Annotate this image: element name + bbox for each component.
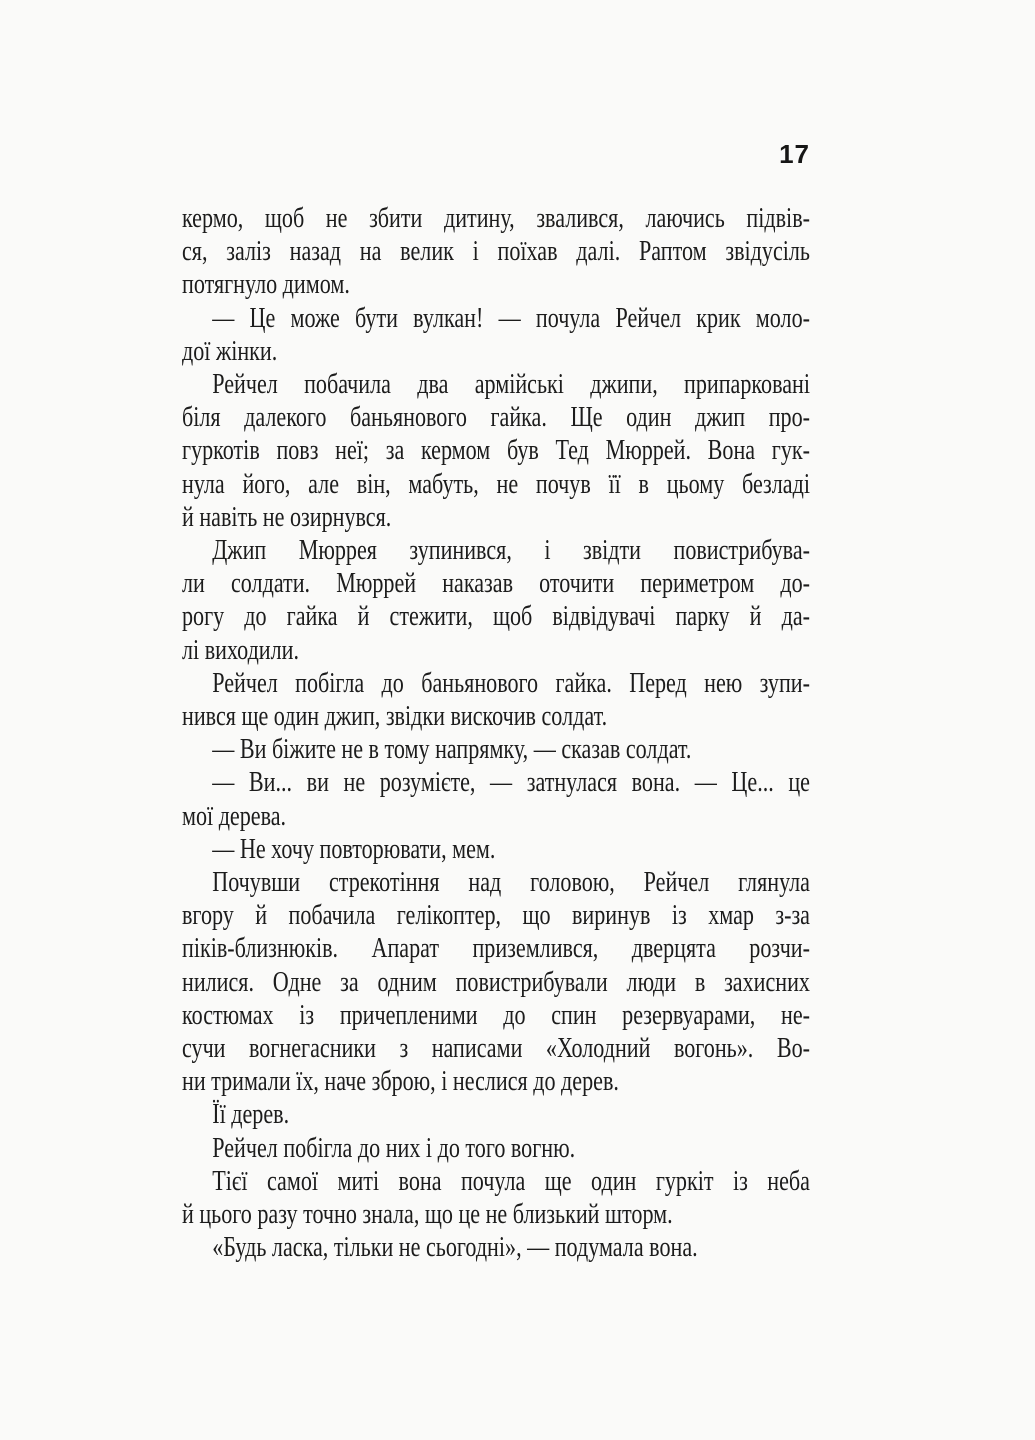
text-line: сучи вогнегасники з написами «Холодний вогонь». Во-	[182, 1033, 810, 1065]
text-line: Рейчел побігла до них і до того вогню.	[212, 1132, 576, 1164]
paragraph	[182, 1165, 810, 1231]
text-line: нула його, але він, мабуть, не почув її в цьому безладі	[182, 468, 810, 500]
text-line: костюмах із причепленими до спин резервуарами, не-	[182, 999, 810, 1031]
paragraph	[182, 667, 810, 733]
text-line: й цього разу точно знала, що це не близький шторм.	[182, 1199, 673, 1231]
page-number: 17	[779, 139, 810, 169]
text-line: ся, заліз назад на велик і поїхав далі. Раптом звідусіль	[182, 236, 810, 268]
paragraph	[182, 766, 810, 832]
text-line: нилися. Одне за одним повистрибували люди в захисних	[182, 966, 810, 998]
text-line: потягнуло димом.	[182, 269, 350, 301]
text-line: — Це може бути вулкан! — почула Рейчел крик моло-	[212, 302, 810, 334]
text-line: біля далекого баньянового гайка. Ще один джип про-	[182, 402, 810, 434]
text-line: Почувши стрекотіння над головою, Рейчел глянула	[212, 867, 810, 899]
text-line: Рейчел побігла до баньянового гайка. Перед нею зупи-	[212, 667, 810, 699]
text-line: Рейчел побачила два армійські джипи, припарковані	[212, 369, 810, 401]
paragraph	[182, 833, 810, 866]
paragraph	[182, 1132, 810, 1165]
paragraph	[182, 302, 810, 368]
paragraph	[182, 202, 810, 302]
paragraph	[182, 866, 810, 1098]
text-line: дої жінки.	[182, 335, 278, 367]
paragraph	[182, 1231, 810, 1264]
text-line: нився ще один джип, звідки вискочив солдат.	[182, 701, 608, 733]
text-line: рогу до гайка й стежити, щоб відвідувачі парку й да-	[182, 601, 810, 633]
text-line: Джип Мюррея зупинився, і звідти повистрибува-	[212, 535, 810, 567]
text-line: ни тримали їх, наче зброю, і неслися до дерев.	[182, 1066, 619, 1098]
text-line: піків-близнюків. Апарат приземлився, дверцята розчи-	[182, 933, 810, 965]
text-line: — Ви... ви не розумієте, — затнулася вона. — Це... це	[212, 767, 810, 799]
paragraph	[182, 1098, 810, 1131]
text-line: «Будь ласка, тільки не сьогодні», — подумала вона.	[212, 1232, 698, 1264]
text-line: й навіть не озирнувся.	[182, 501, 392, 533]
text-line: Тієї самої миті вона почула ще один гуркіт із неба	[212, 1165, 810, 1197]
paragraph	[182, 733, 810, 766]
paragraph	[182, 368, 810, 534]
text-line: лі виходили.	[182, 634, 300, 666]
text-line: кермо, щоб не збити дитину, звалився, лаючись підвів-	[182, 203, 810, 234]
text-line: ли солдати. Мюррей наказав оточити периметром до-	[182, 568, 810, 600]
text-line: Її дерев.	[212, 1099, 290, 1131]
text-line: мої дерева.	[182, 800, 287, 832]
text-line: — Не хочу повторювати, мем.	[212, 833, 496, 865]
paragraph	[182, 534, 810, 667]
text-line: гуркотів повз неї; за кермом був Тед Мюррей. Вона гук-	[182, 435, 810, 467]
text-line: вгору й побачила гелікоптер, що виринув із хмар з-за	[182, 900, 810, 932]
body-text	[182, 202, 810, 1265]
text-line: — Ви біжите не в тому напрямку, — сказав солдат.	[212, 734, 692, 766]
